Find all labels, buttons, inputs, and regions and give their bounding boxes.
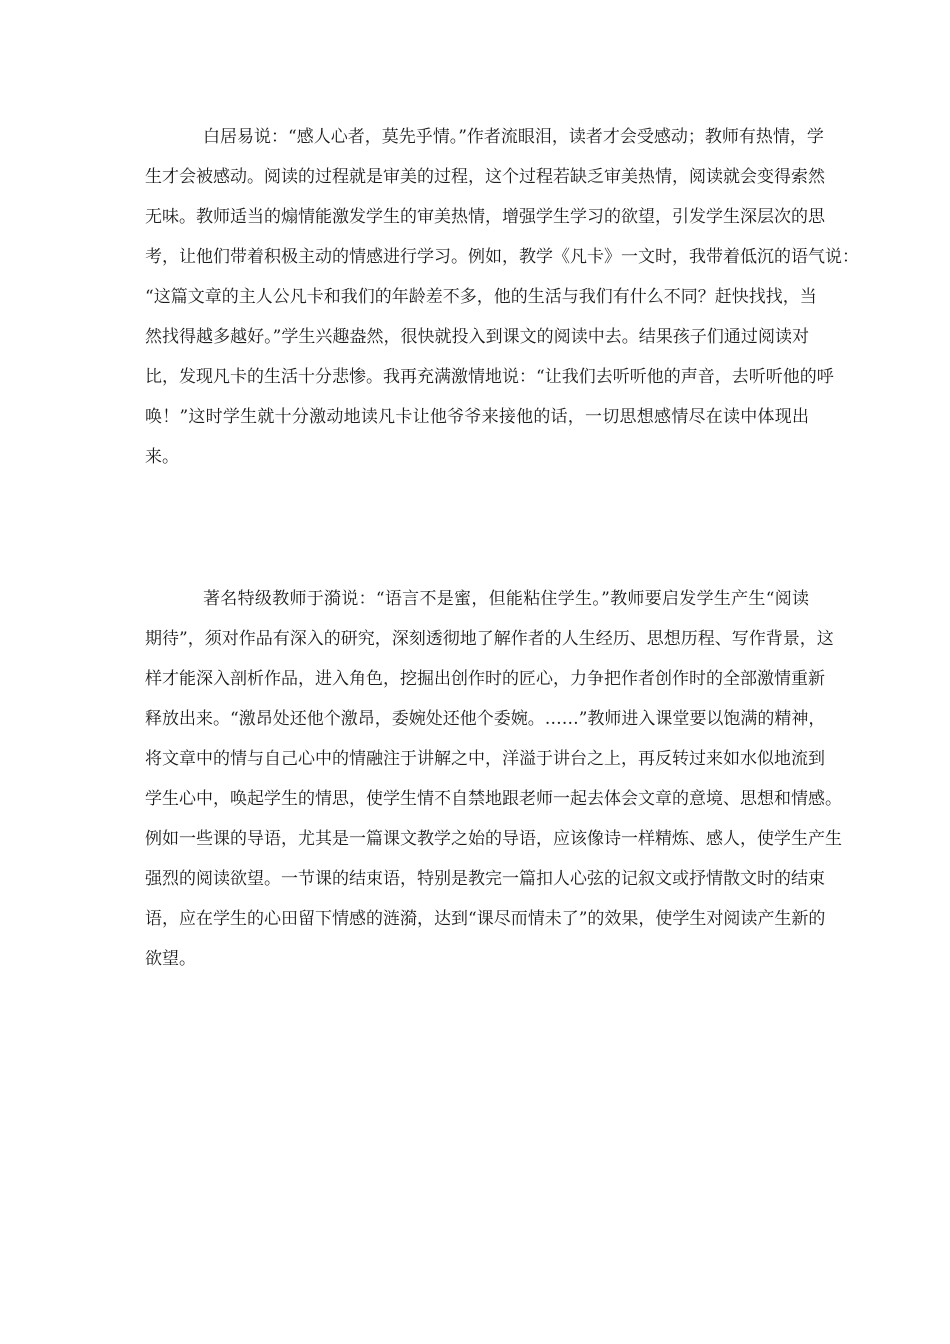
paragraph-line: 释放出来。“激昂处还他个激昂，委婉处还他个委婉。……”教师进入课堂要以饱满的精神， [145, 709, 826, 729]
paragraph-line: 欲望。 [145, 949, 196, 969]
paragraph-line: 语，应在学生的心田留下情感的涟漪，达到“课尽而情未了”的效果，使学生对阅读产生新的 [145, 909, 826, 929]
paragraph-line: 无味。教师适当的煽情能激发学生的审美热情，增强学生学习的欲望，引发学生深层次的思 [145, 207, 825, 227]
paragraph-line: 将文章中的情与自己心中的情融注于讲解之中，洋溢于讲台之上，再反转过来如水似地流到 [145, 749, 825, 769]
paragraph-1 [145, 117, 859, 477]
paragraph-line: 著名特级教师于漪说：“语言不是蜜，但能粘住学生。”教师要启发学生产生“阅读 [203, 589, 809, 609]
paragraph-line: 期待”，须对作品有深入的研究，深刻透彻地了解作者的人生经历、思想历程、写作背景，这 [145, 629, 834, 649]
paragraph-line: 考，让他们带着积极主动的情感进行学习。例如，教学《凡卡》一文时，我带着低沉的语气说： [145, 247, 859, 267]
paragraph-line: “这篇文章的主人公凡卡和我们的年龄差不多，他的生活与我们有什么不同？赶快找找，当 [145, 287, 817, 307]
paragraph-line: 白居易说：“感人心者，莫先乎情。”作者流眼泪，读者才会受感动；教师有热情，学 [203, 127, 824, 147]
paragraph-line: 例如一些课的导语，尤其是一篇课文教学之始的导语，应该像诗一样精炼、感人，使学生产生 [145, 829, 842, 849]
paragraph-line: 样才能深入剖析作品，进入角色，挖掘出创作时的匠心，力争把作者创作时的全部激情重新 [145, 669, 825, 689]
paragraph-line: 比，发现凡卡的生活十分悲惨。我再充满激情地说：“让我们去听听他的声音，去听听他的呼 [145, 367, 834, 387]
paragraph-line: 来。 [145, 447, 179, 467]
paragraph-line: 学生心中，唤起学生的情思，使学生情不自禁地跟老师一起去体会文章的意境、思想和情感。 [145, 789, 842, 809]
paragraph-line: 生才会被感动。阅读的过程就是审美的过程，这个过程若缺乏审美热情，阅读就会变得索然 [145, 167, 825, 187]
paragraph-line: 然找得越多越好。”学生兴趣盎然，很快就投入到课文的阅读中去。结果孩子们通过阅读对 [145, 327, 809, 347]
paragraph-2 [145, 579, 842, 979]
paragraph-line: 唤！”这时学生就十分激动地读凡卡让他爷爷来接他的话，一切思想感情尽在读中体现出 [145, 407, 809, 427]
paragraph-line: 强烈的阅读欲望。一节课的结束语，特别是教完一篇扣人心弦的记叙文或抒情散文时的结束 [145, 869, 825, 889]
